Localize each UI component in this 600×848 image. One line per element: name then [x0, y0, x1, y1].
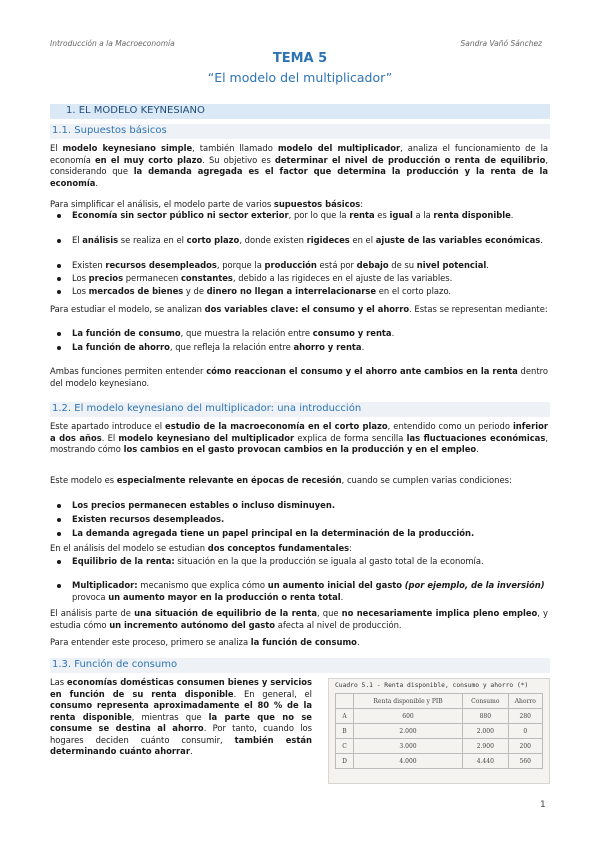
paragraph [50, 543, 548, 555]
text-run: . [391, 328, 395, 338]
bullet-icon [57, 532, 61, 536]
text-run: . [510, 210, 514, 220]
table-row [336, 724, 543, 739]
text-run: provoca [72, 591, 109, 602]
text-run: , debido a las rigideces en el ajuste de las variables. [232, 273, 453, 283]
text-run: , analiza el funcionamiento de la economía [50, 143, 549, 165]
paragraph [50, 366, 548, 389]
bold-text: La demanda agregada tiene un papel principal en la determinación de la producción. [72, 528, 475, 538]
list-item-text [72, 286, 550, 298]
paragraph [50, 421, 548, 456]
table-cell: 4.440 [463, 754, 509, 769]
bold-text: igual [389, 210, 413, 220]
text-run: Para entender este proceso, primero se analiza [50, 637, 251, 647]
figure-caption: Cuadro 5.1 - Renta disponible, consumo y ahorro (*) [335, 682, 529, 689]
text-run: a la [412, 210, 434, 220]
text-run: en el [349, 235, 376, 245]
section-heading-1 [50, 104, 550, 119]
bullet-icon [57, 277, 61, 281]
table-row [336, 754, 543, 769]
text-run: El análisis parte de [50, 608, 135, 618]
bold-text: modelo del multiplicador [277, 143, 401, 153]
paragraph [50, 608, 548, 631]
bold-text: Los precios permanecen estables o incluso disminuyen. [72, 500, 336, 510]
bold-text: ahorro y renta [293, 342, 362, 352]
bold-text: también están determinando cuánto ahorrar [50, 734, 313, 756]
paragraph [50, 304, 548, 316]
bold-text: Economía sin sector público ni sector exterior [72, 210, 289, 220]
text-run: . [340, 591, 344, 602]
list-item-text [72, 514, 550, 526]
bold-text: las fluctuaciones económicas [406, 432, 546, 443]
table-cell: 2.000 [463, 724, 509, 739]
paragraph [50, 677, 312, 758]
list-item-text [72, 342, 550, 354]
bold-text: no necesariamente implica pleno empleo [341, 608, 538, 618]
bold-text: la parte que no se consume se destina al ahorro [50, 711, 312, 733]
table-header-cell: Consumo [463, 694, 509, 709]
bold-text: debajo [356, 260, 389, 270]
table-row [336, 709, 543, 724]
text-run: , por lo que la [288, 210, 350, 220]
list-item-text [72, 500, 550, 512]
bullet-icon [57, 290, 61, 294]
subsection-heading-1-3-text: 1.3. Función de consumo [52, 659, 178, 670]
table-cell: 600 [354, 709, 463, 724]
bold-text: consumo y renta [312, 328, 392, 338]
text-run: , y estudia cómo [50, 608, 549, 630]
bold-text: renta disponible [433, 210, 511, 220]
text-run: En el análisis del modelo se estudian [50, 543, 208, 553]
text-run: es [374, 210, 390, 220]
text-run: Los [72, 273, 89, 283]
subsection-heading-1-2 [50, 402, 550, 417]
bold-text: un incremento autónomo del gasto [109, 619, 276, 630]
bold-text: la función de consumo [250, 637, 357, 647]
table-figure [328, 678, 550, 784]
bold-text: mercados de bienes [88, 286, 184, 296]
header-author: Sandra Vañó Sánchez [460, 39, 542, 48]
text-run: , que muestra la relación entre [180, 328, 313, 338]
table-cell: 3.000 [354, 739, 463, 754]
text-run: . [95, 177, 99, 188]
bold-text: modelo keynesiano simple [62, 143, 193, 153]
subsection-heading-1-3 [50, 658, 550, 673]
text-run: Para simplificar el análisis, el modelo parte de varios [50, 199, 274, 209]
table-cell: D [336, 754, 354, 769]
text-run: , donde existen [239, 235, 307, 245]
bold-text: economías domésticas consumen bienes y servicios en función de su renta disponible [50, 677, 312, 699]
text-run: Las [50, 677, 67, 687]
bold-text: corto plazo [186, 235, 240, 245]
bold-text: supuestos básicos [273, 199, 361, 209]
page-number: 1 [540, 800, 546, 810]
bold-text: un aumento mayor en la producción o renta total [108, 591, 341, 602]
text-run: . Su objetivo es [202, 154, 275, 165]
bullet-icon [57, 504, 61, 508]
table-cell: 560 [508, 754, 542, 769]
text-run: . [540, 235, 543, 245]
text-run: . Por tanto, cuando los hogares deciden cuánto consumir, [50, 723, 313, 745]
bold-text: La función de ahorro [72, 342, 170, 352]
text-run: . Estas se representan mediante: [409, 304, 548, 314]
bold-text: en el muy corto plazo [94, 154, 203, 165]
header-course: Introducción a la Macroeconomía [50, 39, 175, 48]
list-item-text [72, 273, 550, 285]
table-cell: 2.900 [463, 739, 509, 754]
text-run: , mostrando cómo [50, 432, 548, 454]
text-run: mecanismo que explica cómo [137, 580, 268, 590]
bold-text: inferior a dos años [50, 421, 548, 443]
text-run: . [361, 342, 365, 352]
text-run: . [189, 746, 193, 756]
bold-text: nivel potencial [416, 260, 487, 270]
bold-text: producción [264, 260, 317, 270]
table-header-row [336, 694, 543, 709]
text-run: en el corto plazo. [376, 286, 452, 296]
text-run: Ambas funciones permiten entender [50, 366, 207, 376]
text-run: , considerando que [50, 154, 549, 176]
bullet-icon [57, 214, 61, 218]
list-item-text [72, 260, 550, 272]
text-run: Para estudiar el modelo, se analizan [50, 304, 205, 314]
text-run: , cuando se cumplen varias condiciones: [341, 475, 512, 485]
text-run: : [349, 543, 352, 553]
text-run: . [476, 444, 479, 454]
text-run: se realiza en el [118, 235, 187, 245]
paragraph [50, 199, 548, 211]
table-cell: 4.000 [354, 754, 463, 769]
text-run: . El [101, 432, 119, 443]
bullet-icon [57, 332, 61, 336]
bold-text: (por ejemplo, de la inversión) [404, 580, 545, 590]
paragraph [50, 637, 548, 649]
text-run: Los [72, 286, 89, 296]
bold-text: Existen recursos desempleados. [72, 514, 225, 524]
bold-text: la demanda agregada es el factor que determina la producción y la renta de la economía [50, 166, 549, 188]
table-cell: B [336, 724, 354, 739]
subsection-heading-1-1-text: 1.1. Supuestos básicos [52, 125, 167, 136]
text-run: . [356, 637, 360, 647]
bullet-icon [57, 239, 61, 243]
bold-text: constantes [180, 273, 233, 283]
bold-text: dos variables clave: el consumo y el ahorro [204, 304, 410, 314]
text-run: afecta al nivel de producción. [275, 619, 402, 630]
bold-text: especialmente relevante en épocas de recesión [116, 475, 342, 485]
text-run: situación en la que la producción se iguala al gasto total de la economía. [174, 556, 484, 566]
table-header-cell: Ahorro [508, 694, 542, 709]
bold-text: recursos desempleados [105, 260, 217, 270]
text-run: El [50, 143, 63, 153]
bold-text: Equilibrio de la renta: [72, 556, 175, 566]
text-run: y de [183, 286, 207, 296]
bold-text: ajuste de las variables económicas [375, 235, 541, 245]
text-run: Este modelo es [50, 475, 117, 485]
bold-text: consumo representa aproximadamente el 80 % de la renta disponible [50, 700, 312, 722]
list-item-text [72, 235, 550, 247]
text-run: explica de forma sencilla [294, 432, 407, 443]
table-row [336, 739, 543, 754]
text-run: está por [316, 260, 357, 270]
text-run: , porque la [216, 260, 265, 270]
text-run: dentro del modelo keynesiano. [50, 366, 548, 388]
bold-text: análisis [82, 235, 119, 245]
text-run: Existen [72, 260, 106, 270]
text-run: : [360, 199, 364, 209]
page-title: TEMA 5 [272, 51, 328, 66]
bold-text: cómo reaccionan el consumo y el ahorro ante cambios en la renta [206, 366, 518, 376]
text-run: de su [388, 260, 417, 270]
paragraph [50, 143, 548, 189]
bold-text: rigideces [306, 235, 350, 245]
data-table [335, 693, 543, 769]
list-item-text [72, 580, 550, 603]
bold-text: determinar el nivel de producción o renta de equilibrio [274, 154, 546, 165]
table-cell: 280 [508, 709, 542, 724]
bold-text: estudio de la macroeconomía en el corto plazo [165, 421, 388, 431]
table-cell: 200 [508, 739, 542, 754]
text-run: . [486, 260, 489, 270]
text-run: permanecen [123, 273, 181, 283]
bullet-icon [57, 346, 61, 350]
text-run: Este apartado introduce el [50, 421, 166, 431]
bullet-icon [57, 560, 61, 564]
bold-text: los cambios en el gasto provocan cambios en la producción y en el empleo [123, 444, 477, 454]
bullet-icon [57, 264, 61, 268]
bold-text: un aumento inicial del gasto [267, 580, 403, 590]
list-item-text [72, 328, 550, 340]
subsection-heading-1-2-text: 1.2. El modelo keynesiano del multiplicador: una introducción [52, 403, 362, 414]
table-cell: 2.000 [354, 724, 463, 739]
page-subtitle: “El modelo del multiplicador” [207, 70, 393, 85]
table-cell: C [336, 739, 354, 754]
text-run: . En general, el [233, 688, 312, 699]
list-item-text [72, 556, 550, 568]
table-cell: A [336, 709, 354, 724]
bold-text: precios [88, 273, 124, 283]
paragraph [50, 475, 548, 487]
bold-text: dinero no llegan a interrelacionarse [206, 286, 377, 296]
subsection-heading-1-1 [50, 124, 550, 139]
text-run: , mientras que [131, 711, 209, 722]
text-run: , que [317, 608, 342, 618]
section-heading-1-text: 1. EL MODELO KEYNESIANO [66, 105, 205, 116]
list-item-text [72, 210, 550, 222]
bold-text: Multiplicador: [72, 580, 138, 590]
table-header-cell [336, 694, 354, 709]
bold-text: modelo keynesiano del multiplicador [118, 432, 295, 443]
table-cell: 0 [508, 724, 542, 739]
list-item-text [72, 528, 550, 540]
table-header-cell: Renta disponible y PIB [354, 694, 463, 709]
bold-text: La función de consumo [72, 328, 181, 338]
bullet-icon [57, 584, 61, 588]
text-run: , también llamado [192, 143, 278, 153]
bold-text: dos conceptos fundamentales [207, 543, 350, 553]
text-run: , que refleja la relación entre [169, 342, 294, 352]
bold-text: una situación de equilibrio de la renta [134, 608, 318, 618]
bullet-icon [57, 518, 61, 522]
table-cell: 880 [463, 709, 509, 724]
text-run: El [72, 235, 83, 245]
bold-text: renta [349, 210, 375, 220]
text-run: , entendido como un periodo [387, 421, 513, 431]
